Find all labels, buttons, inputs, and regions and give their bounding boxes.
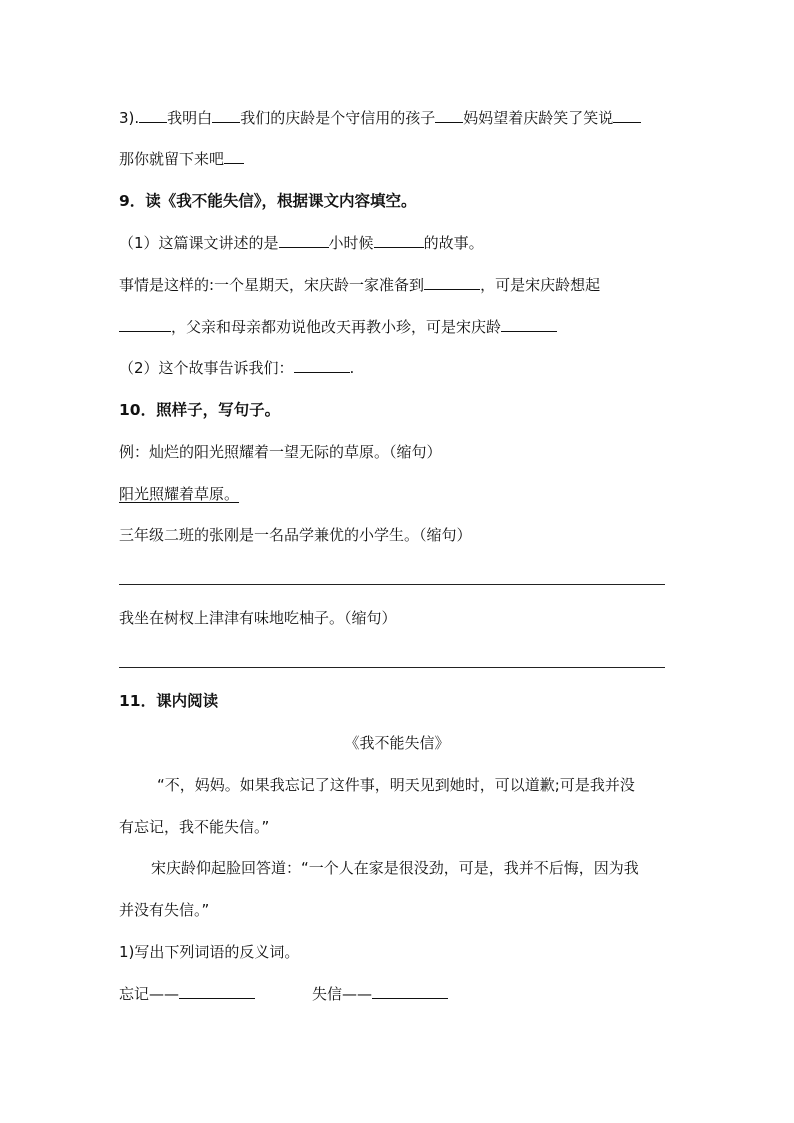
sentence-fragment: 那你就留下来吧 (119, 150, 225, 168)
blank[interactable] (435, 108, 463, 123)
blank[interactable] (613, 108, 641, 123)
answer-line-1[interactable] (119, 584, 665, 585)
antonym-word-2: 失信—— (312, 985, 373, 1003)
item-number: 3). (119, 109, 140, 127)
blank[interactable] (424, 275, 480, 290)
q10-example: 例：灿烂的阳光照耀着一望无际的草原。（缩句） (119, 443, 442, 461)
text: 事情是这样的:一个星期天，宋庆龄一家准备到 (119, 276, 425, 294)
sentence-fragment: 我们的庆龄是个守信用的孩子 (240, 109, 436, 127)
text: ，可是宋庆龄想起 (480, 276, 601, 294)
blank[interactable] (179, 984, 255, 999)
q9-story-line1 (119, 274, 600, 296)
blank[interactable] (372, 984, 448, 999)
text: 小时候 (328, 234, 374, 252)
passage-para2-line2: 并没有失信。” (119, 901, 210, 919)
text: （2）这个故事告诉我们： (119, 359, 294, 377)
q11-heading: 11．课内阅读 (119, 692, 219, 710)
q11-sub1: 1)写出下列词语的反义词。 (119, 943, 300, 961)
text: ，父亲和母亲都劝说他改天再教小珍，可是宋庆龄 (171, 318, 502, 336)
blank[interactable] (279, 233, 329, 248)
q10-task2: 我坐在树杈上津津有味地吃柚子。（缩句） (119, 609, 397, 627)
text: . (349, 359, 355, 377)
blank[interactable] (139, 108, 167, 123)
sentence-fragment: 我明白 (167, 109, 213, 127)
blank[interactable] (501, 317, 557, 332)
q9-part2 (119, 357, 354, 379)
text: （1）这篇课文讲述的是 (119, 234, 279, 252)
antonym-word-1: 忘记—— (119, 985, 180, 1003)
passage-title: 《我不能失信》 (344, 734, 450, 752)
antonym-row (119, 983, 448, 1005)
q8-item3-line2 (119, 148, 244, 170)
blank[interactable] (119, 317, 171, 332)
q10-task1: 三年级二班的张刚是一名品学兼优的小学生。（缩句） (119, 526, 472, 544)
sentence-fragment: 妈妈望着庆龄笑了笑说 (463, 109, 614, 127)
text: 的故事。 (423, 234, 484, 252)
q9-part1 (119, 232, 484, 254)
passage-para1-line1: “不，妈妈。如果我忘记了这件事，明天见到她时，可以道歉;可是我并没 (157, 776, 635, 794)
answer-line-2[interactable] (119, 667, 665, 668)
passage-para2-line1: 宋庆龄仰起脸回答道：“一个人在家是很没劲，可是，我并不后悔，因为我 (151, 859, 639, 877)
blank[interactable] (294, 358, 350, 373)
q10-example-answer: 阳光照耀着草原。 (119, 485, 240, 503)
q9-story-line2 (119, 316, 557, 338)
blank[interactable] (212, 108, 240, 123)
q9-heading: 9．读《我不能失信》，根据课文内容填空。 (119, 192, 417, 210)
q8-item3-line1 (119, 107, 641, 129)
q10-heading: 10．照样子，写句子。 (119, 401, 281, 419)
blank[interactable] (374, 233, 424, 248)
passage-para1-line2: 有忘记，我不能失信。” (119, 818, 270, 836)
blank[interactable] (224, 149, 244, 164)
